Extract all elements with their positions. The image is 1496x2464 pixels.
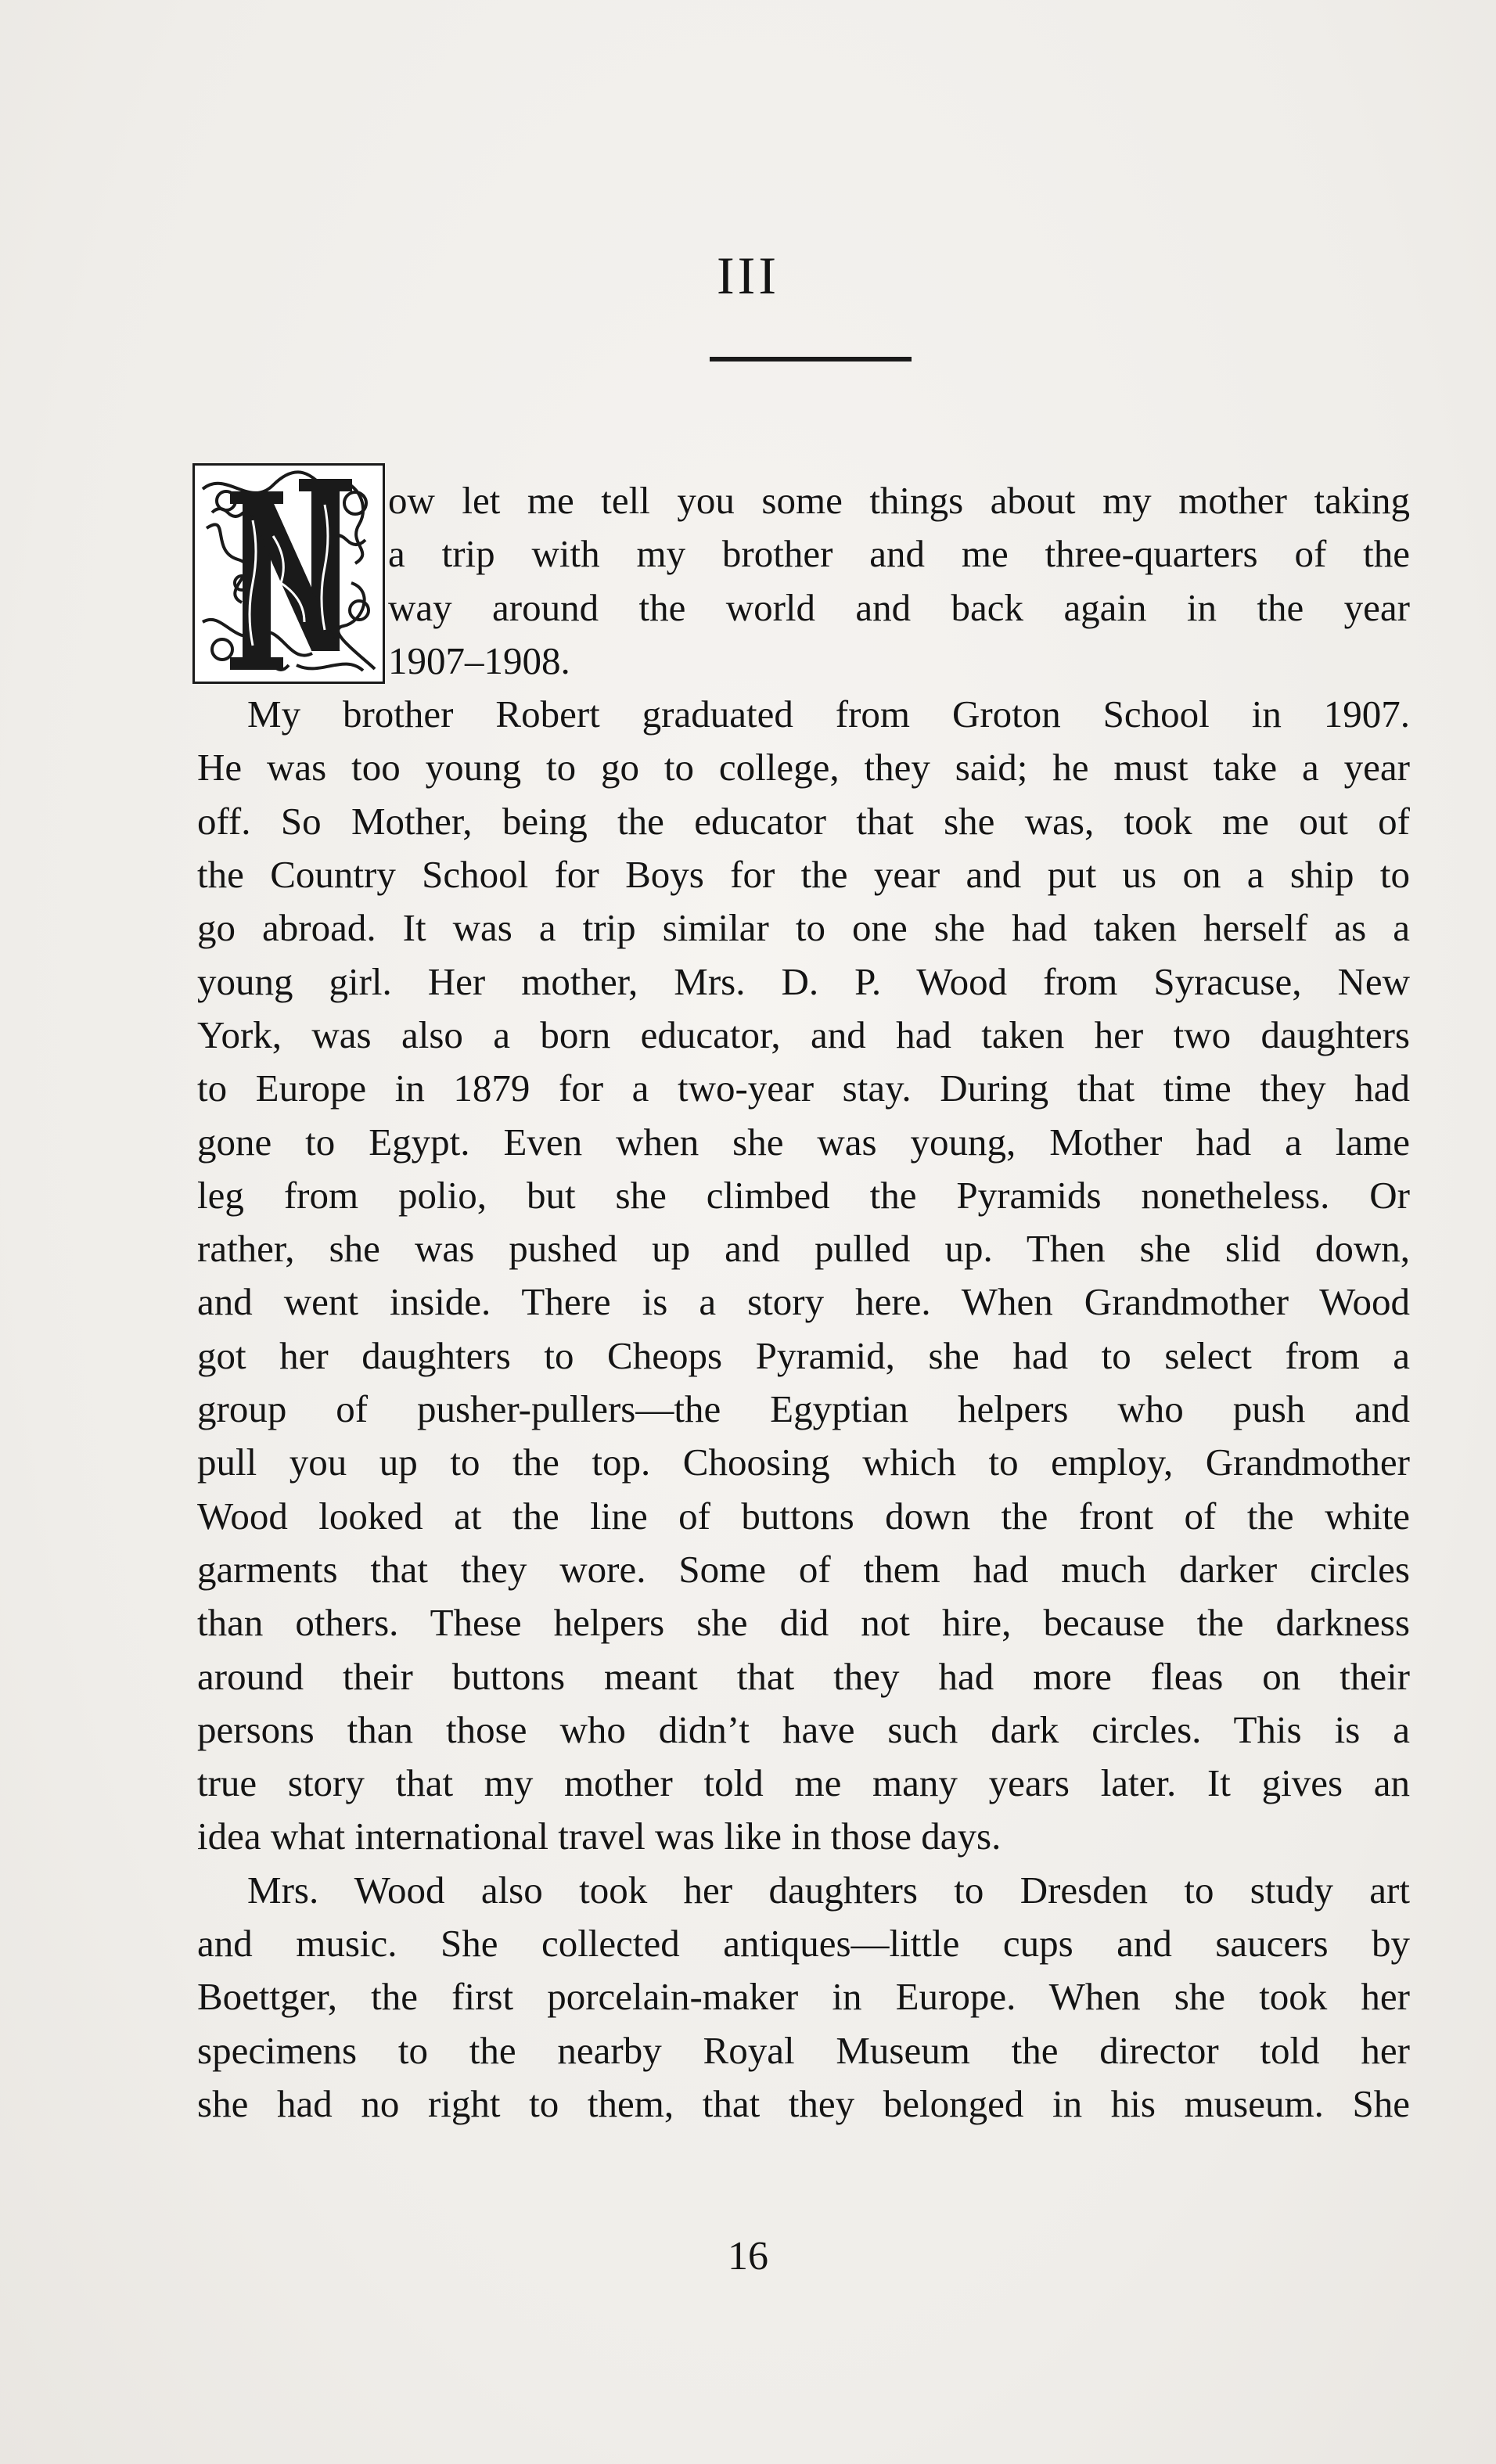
text-line: the Country School for Boys for the year and put us on a ship to — [197, 853, 1410, 897]
text-line: young girl. Her mother, Mrs. D. P. Wood from Syracuse, New — [197, 959, 1410, 1003]
text-line: 1907–1908. — [388, 638, 570, 682]
text-line: pull you up to the top. Choosing which to employ, Grandmother — [197, 1441, 1410, 1484]
text-line: Wood looked at the line of buttons down the front of the white — [197, 1494, 1410, 1538]
text-line: Mrs. Wood also took her daughters to Dresden to study art — [247, 1868, 1410, 1912]
text-line: she had no right to them, that they belonged in his museum. She — [197, 2081, 1410, 2125]
text-line: He was too young to go to college, they said; he must take a year — [197, 746, 1410, 790]
text-line: go abroad. It was a trip similar to one she had taken herself as a — [197, 906, 1410, 950]
text-line: gone to Egypt. Even when she was young, Mother had a lame — [197, 1120, 1410, 1164]
text-line: got her daughters to Cheops Pyramid, she had to select from a — [197, 1333, 1410, 1377]
text-line: and went inside. There is a story here. When Grandmother Wood — [197, 1280, 1410, 1324]
text-line: garments that they wore. Some of them had much darker circles — [197, 1547, 1410, 1591]
chapter-title: III — [717, 246, 779, 305]
text-line: Boettger, the first porcelain-maker in Europe. When she took her — [197, 1975, 1410, 2019]
text-line: idea what international travel was like in those days. — [197, 1815, 1002, 1858]
text-line: leg from polio, but she climbed the Pyramids nonetheless. Or — [197, 1173, 1410, 1217]
body-text — [197, 474, 1410, 2131]
text-line: than others. These helpers she did not hire, because the darkness — [197, 1601, 1410, 1645]
text-line: ow let me tell you some things about my mother taking — [388, 479, 1410, 522]
text-line: group of pusher-pullers—the Egyptian helpers who push and — [197, 1387, 1410, 1431]
text-line: way around the world and back again in the year — [388, 585, 1410, 629]
text-line: specimens to the nearby Royal Museum the director told her — [197, 2028, 1410, 2072]
text-line: York, was also a born educator, and had taken her two daughters — [197, 1013, 1410, 1056]
chapter-divider-rule — [710, 357, 912, 362]
text-line: My brother Robert graduated from Groton School in 1907. — [247, 692, 1410, 736]
text-line: around their buttons meant that they had more fleas on their — [197, 1654, 1410, 1698]
text-line: true story that my mother told me many years later. It gives an — [197, 1761, 1410, 1805]
text-line: to Europe in 1879 for a two-year stay. During that time they had — [197, 1067, 1410, 1110]
text-line: and music. She collected antiques—little cups and saucers by — [197, 1922, 1410, 1966]
text-line: rather, she was pushed up and pulled up. Then she slid down, — [197, 1227, 1410, 1271]
text-line: off. So Mother, being the educator that she was, took me out of — [197, 799, 1410, 843]
text-line: persons than those who didn’t have such dark circles. This is a — [197, 1707, 1410, 1751]
text-line: a trip with my brother and me three-quarters of the — [388, 532, 1410, 576]
page-number: 16 — [728, 2234, 768, 2279]
